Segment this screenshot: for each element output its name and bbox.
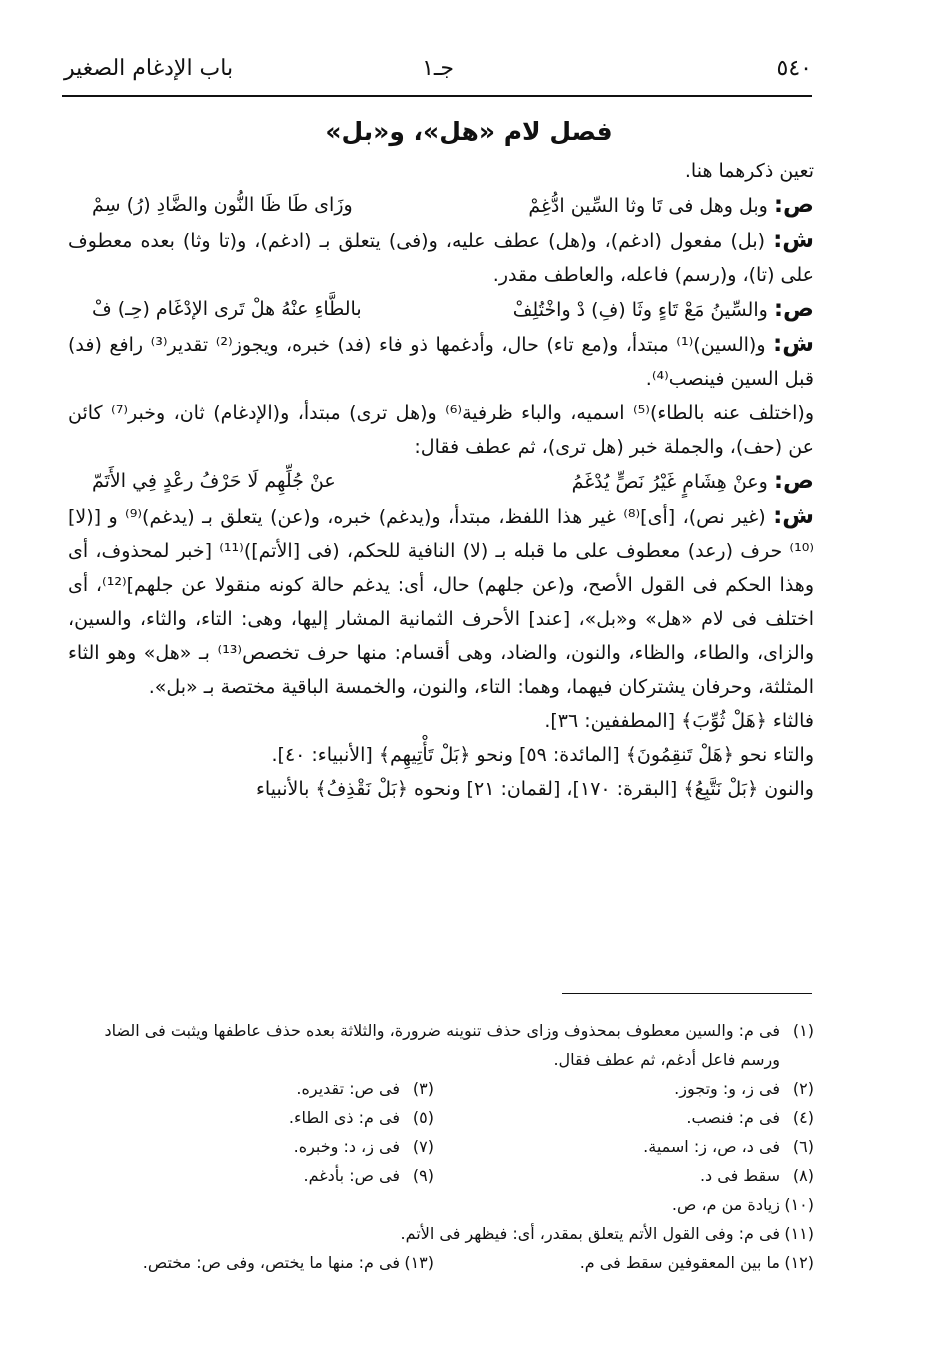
footnote-text: فى ص: بأدغم. (303, 1166, 400, 1185)
footnotes (68, 1016, 814, 1277)
footnote-number: (١٠) (784, 1195, 814, 1214)
footnote-number: (٦) (792, 1137, 814, 1156)
commentary-text: (غير نص)، [أى]⁽⁸⁾ غير هذا اللفظ، مبتدأ، و(يدغم) خبره، و(عن) يتعلق بـ (يدغم)⁽⁹⁾ و [(لا]⁽¹⁰⁾ حرف (رعد) معطوف على ما قبله بـ (لا) النافية للحكم، (فى [الأتم])⁽¹¹⁾ [خبر لمحذوف، أى وهذا الحكم فى القول الأصح، و(عن جلهم) حال، أى: يدغم حالة كونه منقولا عن جلهم]⁽¹²⁾، أى اختلف فى لام «هل» و«بل»، [عند] الأحرف الثمانية المشار إليها، وهى: التاء، والثاء، والسين، والزاى، والطاء، والظاء، والنون، والضاد، وهى أقسام: منها حرف تخصص⁽¹³⁾ بـ «هل» وهو الثاء المثلثة، وحرفان يشتركان فيهما، وهما: التاء، والنون، والخمسة الباقية مختصة بـ «بل». (68, 506, 814, 698)
commentary-paragraph (68, 499, 814, 704)
footnote-text: فى م: والسين معطوف بمحذوف وزاى حذف تنوينه ضرورة، والثلاثة بعده حذف عاطفها ويثبت فى الضاد ورسم فاعل أدغم، ثم عطف فقال. (104, 1021, 780, 1069)
footnote-number: (٧) (412, 1137, 434, 1156)
footnote-text: فى م: ذى الطاء. (288, 1108, 400, 1127)
commentary-paragraph: و(اختلف عنه بالطاء)⁽⁵⁾ اسميه، والباء ظرفية⁽⁶⁾ و(هل ترى) مبتدأ، و(الإدغام) ثان، وخبر⁽⁷⁾ كائن عن (حف)، والجملة خبر (هل ترى)، ثم عطف فقال: (68, 402, 814, 458)
footnote (68, 1248, 434, 1277)
footnote (68, 1190, 814, 1219)
verse-hemistich: وعنْ هِشَامٍ غَيْرُ نَصٍّ يُدْغَمُ (571, 471, 768, 493)
footnote-text: فى د، ص، ز: اسمية. (643, 1137, 780, 1156)
chapter-title: فصل لام «هل»، و«بل» (325, 117, 613, 146)
footnote (434, 1074, 814, 1103)
sad-label: ص: (773, 296, 814, 322)
footnote-number: (١١) (784, 1224, 814, 1243)
example-line: فالثاء ﴿هَلْ ثُوِّبَ﴾ [المطففين: ٣٦]. (544, 710, 814, 732)
shin-label: ش: (773, 227, 815, 253)
footnote-number: (٤) (792, 1108, 814, 1127)
footnote-text: سقط فى د. (699, 1166, 780, 1185)
footnote-pairs (68, 1248, 814, 1277)
footnote-text: فى م: فنصب. (686, 1108, 780, 1127)
verse-line (68, 188, 814, 223)
footnote-number: (١) (792, 1021, 814, 1040)
footnote-text: ما بين المعقوفين سقط فى م. (579, 1253, 780, 1272)
footnote (434, 1103, 814, 1132)
sad-label: ص: (773, 192, 814, 218)
footnote-separator (562, 993, 812, 994)
footnote (68, 1132, 434, 1161)
page-number: ٥٤٠ (776, 56, 812, 81)
footnote-number: (٥) (412, 1108, 434, 1127)
shin-label: ش: (773, 331, 814, 357)
footnote (434, 1132, 814, 1161)
footnote (68, 1161, 434, 1190)
commentary-paragraph (68, 223, 814, 292)
footnote (68, 1074, 434, 1103)
example-line: والنون ﴿بَلْ نَتَّبِعُ﴾ [البقرة: ١٧٠]، [لقمان: ٢١] ونحوه ﴿بَلْ نَقْذِفُ﴾ بالأنبياء (256, 778, 814, 800)
running-title: باب الإدغام الصغير (64, 56, 234, 81)
footnote-text: فى ز، و: وتجوز. (674, 1079, 780, 1098)
example-line: والتاء نحو ﴿هَلْ تَنقِمُونَ﴾ [المائدة: ٥٩] ونحو ﴿بَلْ تَأْتِيهِم﴾ [الأنبياء: ٤٠]. (271, 744, 814, 766)
footnote (68, 1103, 434, 1132)
main-text (68, 154, 814, 806)
shin-label: ش: (773, 503, 814, 529)
verse-line (68, 292, 814, 327)
footnote-text: زيادة من م، ص. (671, 1195, 780, 1214)
intro-line: تعين ذكرهما هنا. (684, 160, 814, 182)
commentary-text: (بل) مفعول (ادغم)، و(هل) عطف عليه، و(فى) يتعلق بـ (ادغم)، و(تا وثا) بعده معطوف على (تا)، و(رسم) فاعله، والعاطف مقدر. (68, 230, 814, 286)
verse-hemistich: والسِّينُ مَعْ تَاءٍ وثَا (فِ) دْ واخْتُلِفْ (512, 299, 768, 321)
commentary-paragraph (68, 327, 814, 396)
footnote-number: (١٢) (784, 1253, 814, 1272)
footnote-text: فى م: منها ما يختص، وفى ص: مختص. (142, 1253, 400, 1272)
running-header (64, 56, 812, 96)
footnote (434, 1248, 814, 1277)
footnote-number: (١٣) (404, 1253, 434, 1272)
verse-hemistich: عنْ جُلِّهِم لَا حَرْفُ رعْدٍ فِي الأَتَمّ (92, 470, 336, 492)
footnote (68, 1219, 814, 1248)
verse-hemistich: وزَاى طَا ظَا النُّون والضَّادِ (رُ) سِمْ (92, 194, 353, 216)
header-rule (62, 95, 812, 97)
footnote (68, 1016, 814, 1074)
footnote-number: (٣) (412, 1079, 434, 1098)
volume-label: جـ١ (422, 56, 454, 81)
commentary-text: و(السين)⁽¹⁾ مبتدأ، و(مع تاء) حال، وأدغمها ذو فاء (فد) خبره، ويجوز⁽²⁾ تقدير⁽³⁾ رافع (فد) قبل السين فينصب⁽⁴⁾. (68, 334, 814, 390)
footnote-text: فى م: وفى القول الأتم يتعلق بمقدر، أى: فيظهر فى الأتم. (400, 1224, 780, 1243)
verse-hemistich: وبل وهل فى تَا وثا السِّين ادُّغِمْ (528, 195, 768, 217)
footnote-number: (٢) (792, 1079, 814, 1098)
footnote-pairs (68, 1074, 814, 1190)
verse-line (68, 464, 814, 499)
verse-hemistich: بالطَّاءِ عنْهُ هلْ تَرى الإدْغَام (حِـ) فْ (92, 298, 362, 320)
footnote (434, 1161, 814, 1190)
sad-label: ص: (773, 468, 814, 494)
footnote-text: فى ص: تقديره. (296, 1079, 400, 1098)
footnote-number: (٨) (792, 1166, 814, 1185)
footnote-text: فى ز، د: وخبره. (293, 1137, 400, 1156)
footnote-number: (٩) (412, 1166, 434, 1185)
